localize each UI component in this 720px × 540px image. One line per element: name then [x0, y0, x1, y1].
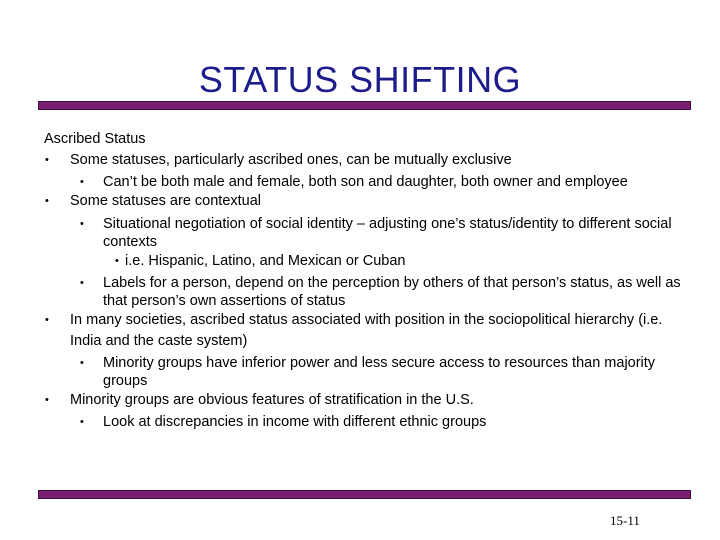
sub-sub-bullet-text: i.e. Hispanic, Latino, and Mexican or Cuban — [125, 252, 406, 269]
bullet-text: In many societies, ascribed status associated with position in the sociopolitical hierarchy (i.e. India and the caste system) — [70, 311, 663, 349]
title-divider-bar — [38, 101, 691, 110]
bullet-icon: • — [80, 357, 84, 370]
sub-bullet-item — [44, 354, 684, 390]
sub-bullet-text: Labels for a person, depend on the perception by others of that person’s status, as well as that person’s own assertions of status — [103, 274, 681, 309]
bullet-icon: • — [45, 195, 49, 208]
sub-bullet-text: Look at discrepancies in income with different ethnic groups — [103, 414, 487, 431]
bullet-text: Minority groups are obvious features of stratification in the U.S. — [70, 392, 474, 409]
bullet-item — [44, 191, 684, 212]
bullet-item — [44, 390, 684, 411]
sub-bullet-item — [44, 274, 684, 310]
bullet-text: Some statuses, particularly ascribed ones, can be mutually exclusive — [70, 152, 512, 169]
bullet-icon: • — [45, 154, 49, 167]
bullet-text: Some statuses are contextual — [70, 193, 262, 210]
slide-body — [44, 129, 684, 431]
sub-bullet-text: Situational negotiation of social identity – adjusting one’s status/identity to different social contexts — [103, 215, 672, 250]
sub-bullet-text: Can’t be both male and female, both son and daughter, both owner and employee — [103, 174, 628, 191]
bullet-icon: • — [80, 176, 84, 189]
sub-bullet-item — [44, 413, 684, 431]
bullet-icon: • — [80, 217, 84, 230]
bullet-item — [44, 150, 684, 171]
sub-bullet-item — [44, 215, 684, 251]
section-heading: Ascribed Status — [44, 131, 146, 147]
bullet-icon: • — [115, 254, 119, 267]
slide-title: STATUS SHIFTING — [198, 59, 522, 100]
bullet-icon: • — [80, 416, 84, 429]
bullet-icon: • — [45, 394, 49, 407]
sub-bullet-item — [44, 173, 684, 191]
page-number: 15-11 — [610, 513, 640, 528]
sub-sub-bullet-item — [44, 251, 684, 272]
bullet-icon: • — [80, 276, 84, 289]
footer-divider-bar — [38, 490, 691, 499]
sub-bullet-text: Minority groups have inferior power and less secure access to resources than majority groups — [103, 355, 656, 390]
bullet-icon: • — [45, 313, 49, 326]
bullet-item — [44, 310, 684, 352]
